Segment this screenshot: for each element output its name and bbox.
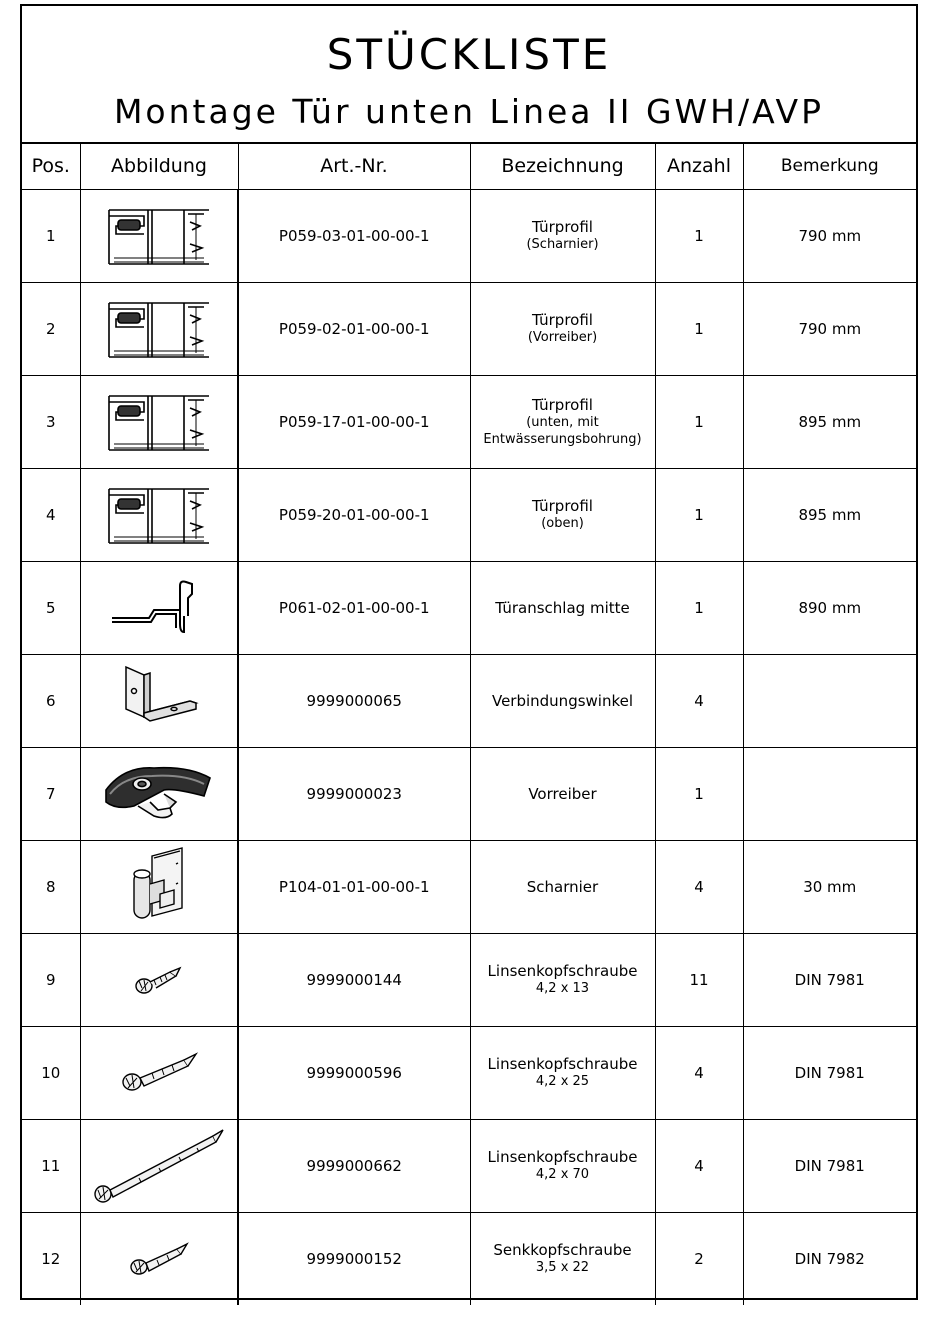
row-remark: DIN 7981 xyxy=(743,1120,916,1213)
description-text: Türprofil xyxy=(532,395,593,414)
row-description xyxy=(470,190,655,283)
description-note: 4,2 x 25 xyxy=(535,1074,590,1089)
row-remark: DIN 7982 xyxy=(743,1213,916,1306)
row-pos: 9 xyxy=(22,934,80,1027)
row-image xyxy=(80,562,238,655)
description-note: (Vorreiber) xyxy=(527,330,598,345)
row-description xyxy=(470,469,655,562)
row-description xyxy=(470,1213,655,1306)
description-text: Türprofil xyxy=(532,218,593,236)
row-art-number: 9999000152 xyxy=(238,1213,470,1306)
row-quantity: 1 xyxy=(655,283,743,376)
description-text: Linsenkopfschraube xyxy=(487,1148,638,1166)
row-pos: 1 xyxy=(22,190,80,283)
parts-table xyxy=(22,142,916,1305)
row-art-number: P059-02-01-00-00-1 xyxy=(238,283,470,376)
row-pos: 12 xyxy=(22,1213,80,1306)
row-image xyxy=(80,655,238,748)
table-row xyxy=(22,1120,916,1213)
table-row xyxy=(22,190,916,283)
description-text: Türprofil xyxy=(532,497,593,515)
row-remark: DIN 7981 xyxy=(743,934,916,1027)
row-art-number: 9999000023 xyxy=(238,748,470,841)
table-row xyxy=(22,1027,916,1120)
row-description xyxy=(470,1027,655,1120)
screw-medium-icon xyxy=(81,1048,238,1098)
screw-short-icon xyxy=(81,958,238,1002)
row-pos: 5 xyxy=(22,562,80,655)
row-pos: 8 xyxy=(22,841,80,934)
table-header-row xyxy=(22,143,916,190)
row-pos: 4 xyxy=(22,469,80,562)
row-image xyxy=(80,283,238,376)
row-art-number: P059-20-01-00-00-1 xyxy=(238,469,470,562)
row-description xyxy=(470,1120,655,1213)
description-text: Türanschlag mitte xyxy=(495,598,630,617)
description-text: Türprofil xyxy=(532,311,593,329)
column-header-pos: Pos. xyxy=(22,143,80,190)
door-profile-icon xyxy=(81,204,238,268)
column-header-remark: Bemerkung xyxy=(743,143,916,190)
row-quantity: 2 xyxy=(655,1213,743,1306)
row-quantity: 1 xyxy=(655,376,743,469)
door-profile-icon xyxy=(81,483,238,547)
table-row xyxy=(22,562,916,655)
row-image xyxy=(80,190,238,283)
row-art-number: P061-02-01-00-00-1 xyxy=(238,562,470,655)
row-remark xyxy=(743,655,916,748)
row-art-number: 9999000662 xyxy=(238,1120,470,1213)
table-row xyxy=(22,469,916,562)
row-quantity: 1 xyxy=(655,190,743,283)
description-note: 3,5 x 22 xyxy=(535,1260,590,1275)
description-note: (Scharnier) xyxy=(526,237,599,252)
description-note: (unten, mit Entwässerungsbohrung) xyxy=(483,414,642,447)
row-quantity: 4 xyxy=(655,841,743,934)
row-art-number: P104-01-01-00-00-1 xyxy=(238,841,470,934)
table-row xyxy=(22,1213,916,1306)
row-art-number: 9999000596 xyxy=(238,1027,470,1120)
table-row xyxy=(22,283,916,376)
hinge-icon xyxy=(81,844,238,930)
row-description xyxy=(470,562,655,655)
row-art-number: P059-03-01-00-00-1 xyxy=(238,190,470,283)
description-note: 4,2 x 13 xyxy=(535,981,590,996)
row-description xyxy=(470,841,655,934)
row-remark: 790 mm xyxy=(743,283,916,376)
row-remark: 895 mm xyxy=(743,376,916,469)
table-row xyxy=(22,748,916,841)
description-text: Linsenkopfschraube xyxy=(487,962,638,980)
table-row xyxy=(22,934,916,1027)
row-image xyxy=(80,469,238,562)
angle-bracket-icon xyxy=(81,661,238,741)
description-text: Linsenkopfschraube xyxy=(487,1055,638,1073)
row-image xyxy=(80,1027,238,1120)
row-description xyxy=(470,934,655,1027)
description-note: (oben) xyxy=(541,516,584,531)
row-quantity: 11 xyxy=(655,934,743,1027)
row-pos: 10 xyxy=(22,1027,80,1120)
row-image xyxy=(80,376,238,469)
row-remark xyxy=(743,748,916,841)
row-pos: 7 xyxy=(22,748,80,841)
table-body xyxy=(22,190,916,1306)
row-art-number: 9999000144 xyxy=(238,934,470,1027)
row-image xyxy=(80,934,238,1027)
parts-list-sheet xyxy=(20,4,918,1300)
row-pos: 2 xyxy=(22,283,80,376)
row-image xyxy=(80,1213,238,1306)
table-row xyxy=(22,841,916,934)
column-header-image: Abbildung xyxy=(80,143,238,190)
row-description xyxy=(470,748,655,841)
row-image xyxy=(80,1120,238,1213)
row-pos: 11 xyxy=(22,1120,80,1213)
row-remark: 30 mm xyxy=(743,841,916,934)
door-profile-icon xyxy=(81,390,238,454)
row-quantity: 4 xyxy=(655,1027,743,1120)
door-stop-profile-icon xyxy=(81,576,238,640)
column-header-desc: Bezeichnung xyxy=(470,143,655,190)
row-remark: 895 mm xyxy=(743,469,916,562)
row-quantity: 1 xyxy=(655,469,743,562)
table-row xyxy=(22,376,916,469)
document-subtitle: Montage Tür unten Linea II GWH/AVP xyxy=(113,92,825,131)
row-pos: 6 xyxy=(22,655,80,748)
row-description xyxy=(470,655,655,748)
row-remark: 790 mm xyxy=(743,190,916,283)
description-note: 4,2 x 70 xyxy=(535,1167,590,1182)
description-text: Verbindungswinkel xyxy=(491,691,634,710)
description-text: Senkkopfschraube xyxy=(493,1241,632,1259)
document-title: STÜCKLISTE xyxy=(326,30,612,79)
row-remark: DIN 7981 xyxy=(743,1027,916,1120)
row-quantity: 1 xyxy=(655,562,743,655)
row-description xyxy=(470,283,655,376)
description-text: Scharnier xyxy=(526,877,599,896)
row-art-number: P059-17-01-00-00-1 xyxy=(238,376,470,469)
column-header-art: Art.-Nr. xyxy=(238,143,470,190)
description-text: Vorreiber xyxy=(528,784,597,803)
screw-long-icon xyxy=(81,1124,238,1208)
row-art-number: 9999000065 xyxy=(238,655,470,748)
row-image xyxy=(80,748,238,841)
row-description xyxy=(470,376,655,469)
column-header-qty: Anzahl xyxy=(655,143,743,190)
row-quantity: 1 xyxy=(655,748,743,841)
row-pos: 3 xyxy=(22,376,80,469)
row-remark: 890 mm xyxy=(743,562,916,655)
countersunk-screw-icon xyxy=(81,1235,238,1283)
row-image xyxy=(80,841,238,934)
turn-latch-icon xyxy=(81,756,238,832)
door-profile-icon xyxy=(81,297,238,361)
row-quantity: 4 xyxy=(655,1120,743,1213)
table-row xyxy=(22,655,916,748)
row-quantity: 4 xyxy=(655,655,743,748)
title-block xyxy=(22,6,916,144)
